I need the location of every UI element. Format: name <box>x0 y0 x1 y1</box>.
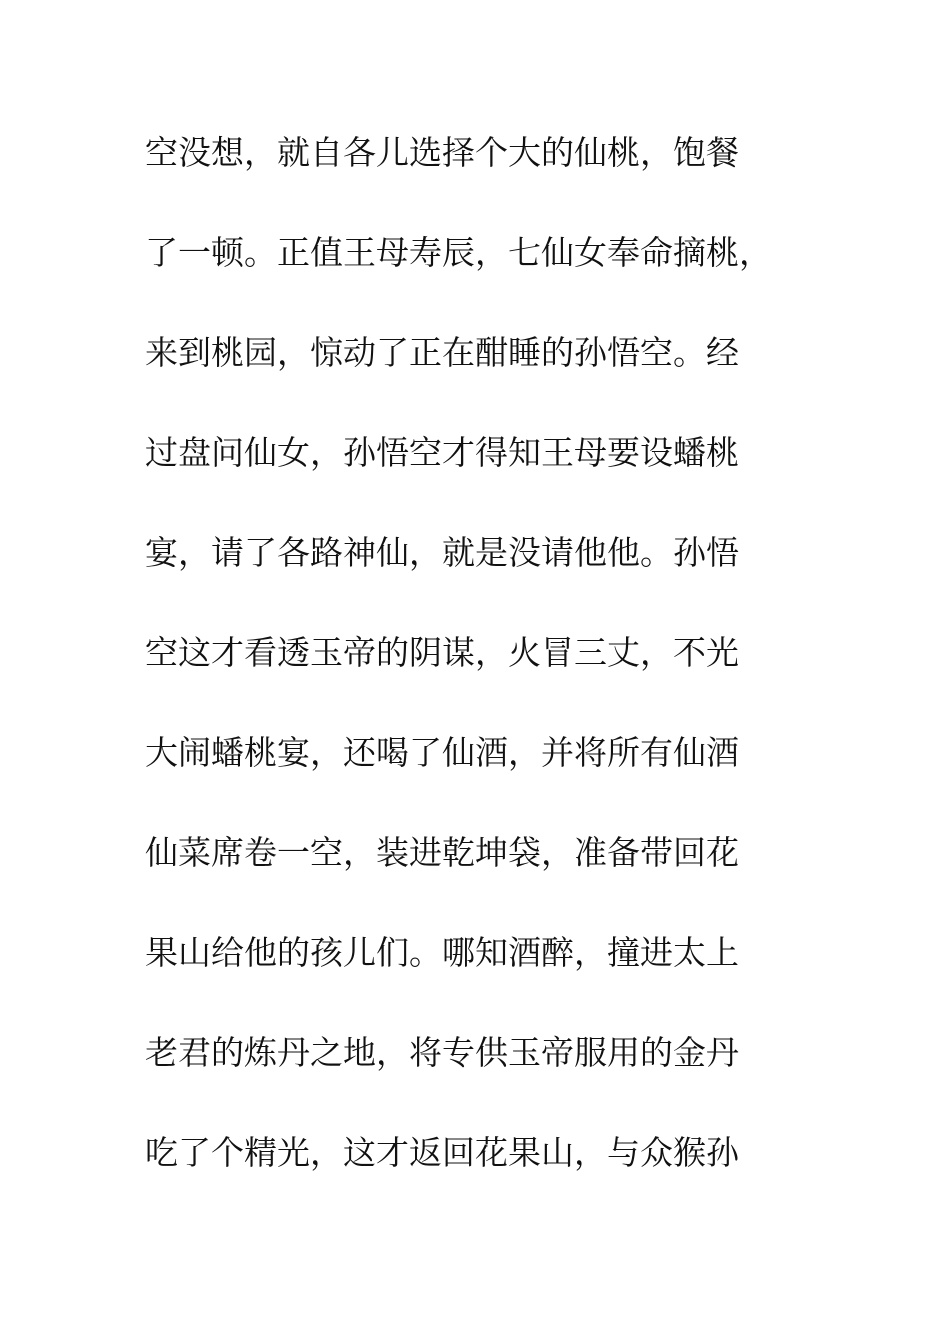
text-line: 了一顿。正值王母寿辰，七仙女奉命摘桃， <box>145 233 772 272</box>
text-line: 果山给他的孩儿们。哪知酒醉，撞进太上 <box>145 933 739 972</box>
text-line: 老君的炼丹之地，将专供玉帝服用的金丹 <box>145 1033 739 1072</box>
text-line: 仙菜席卷一空，装进乾坤袋，准备带回花 <box>145 833 739 872</box>
body-text <box>145 127 805 1227</box>
text-line: 大闹蟠桃宴，还喝了仙酒，并将所有仙酒 <box>145 733 739 772</box>
text-line: 宴，请了各路神仙，就是没请他他。孙悟 <box>145 533 739 572</box>
text-line: 空没想，就自各儿选择个大的仙桃，饱餐 <box>145 133 739 172</box>
text-line: 来到桃园，惊动了正在酣睡的孙悟空。经 <box>145 333 739 372</box>
text-line: 过盘问仙女，孙悟空才得知王母要设蟠桃 <box>145 433 739 472</box>
text-line: 吃了个精光，这才返回花果山，与众猴孙 <box>145 1133 739 1172</box>
text-line: 空这才看透玉帝的阴谋，火冒三丈，不光 <box>145 633 739 672</box>
